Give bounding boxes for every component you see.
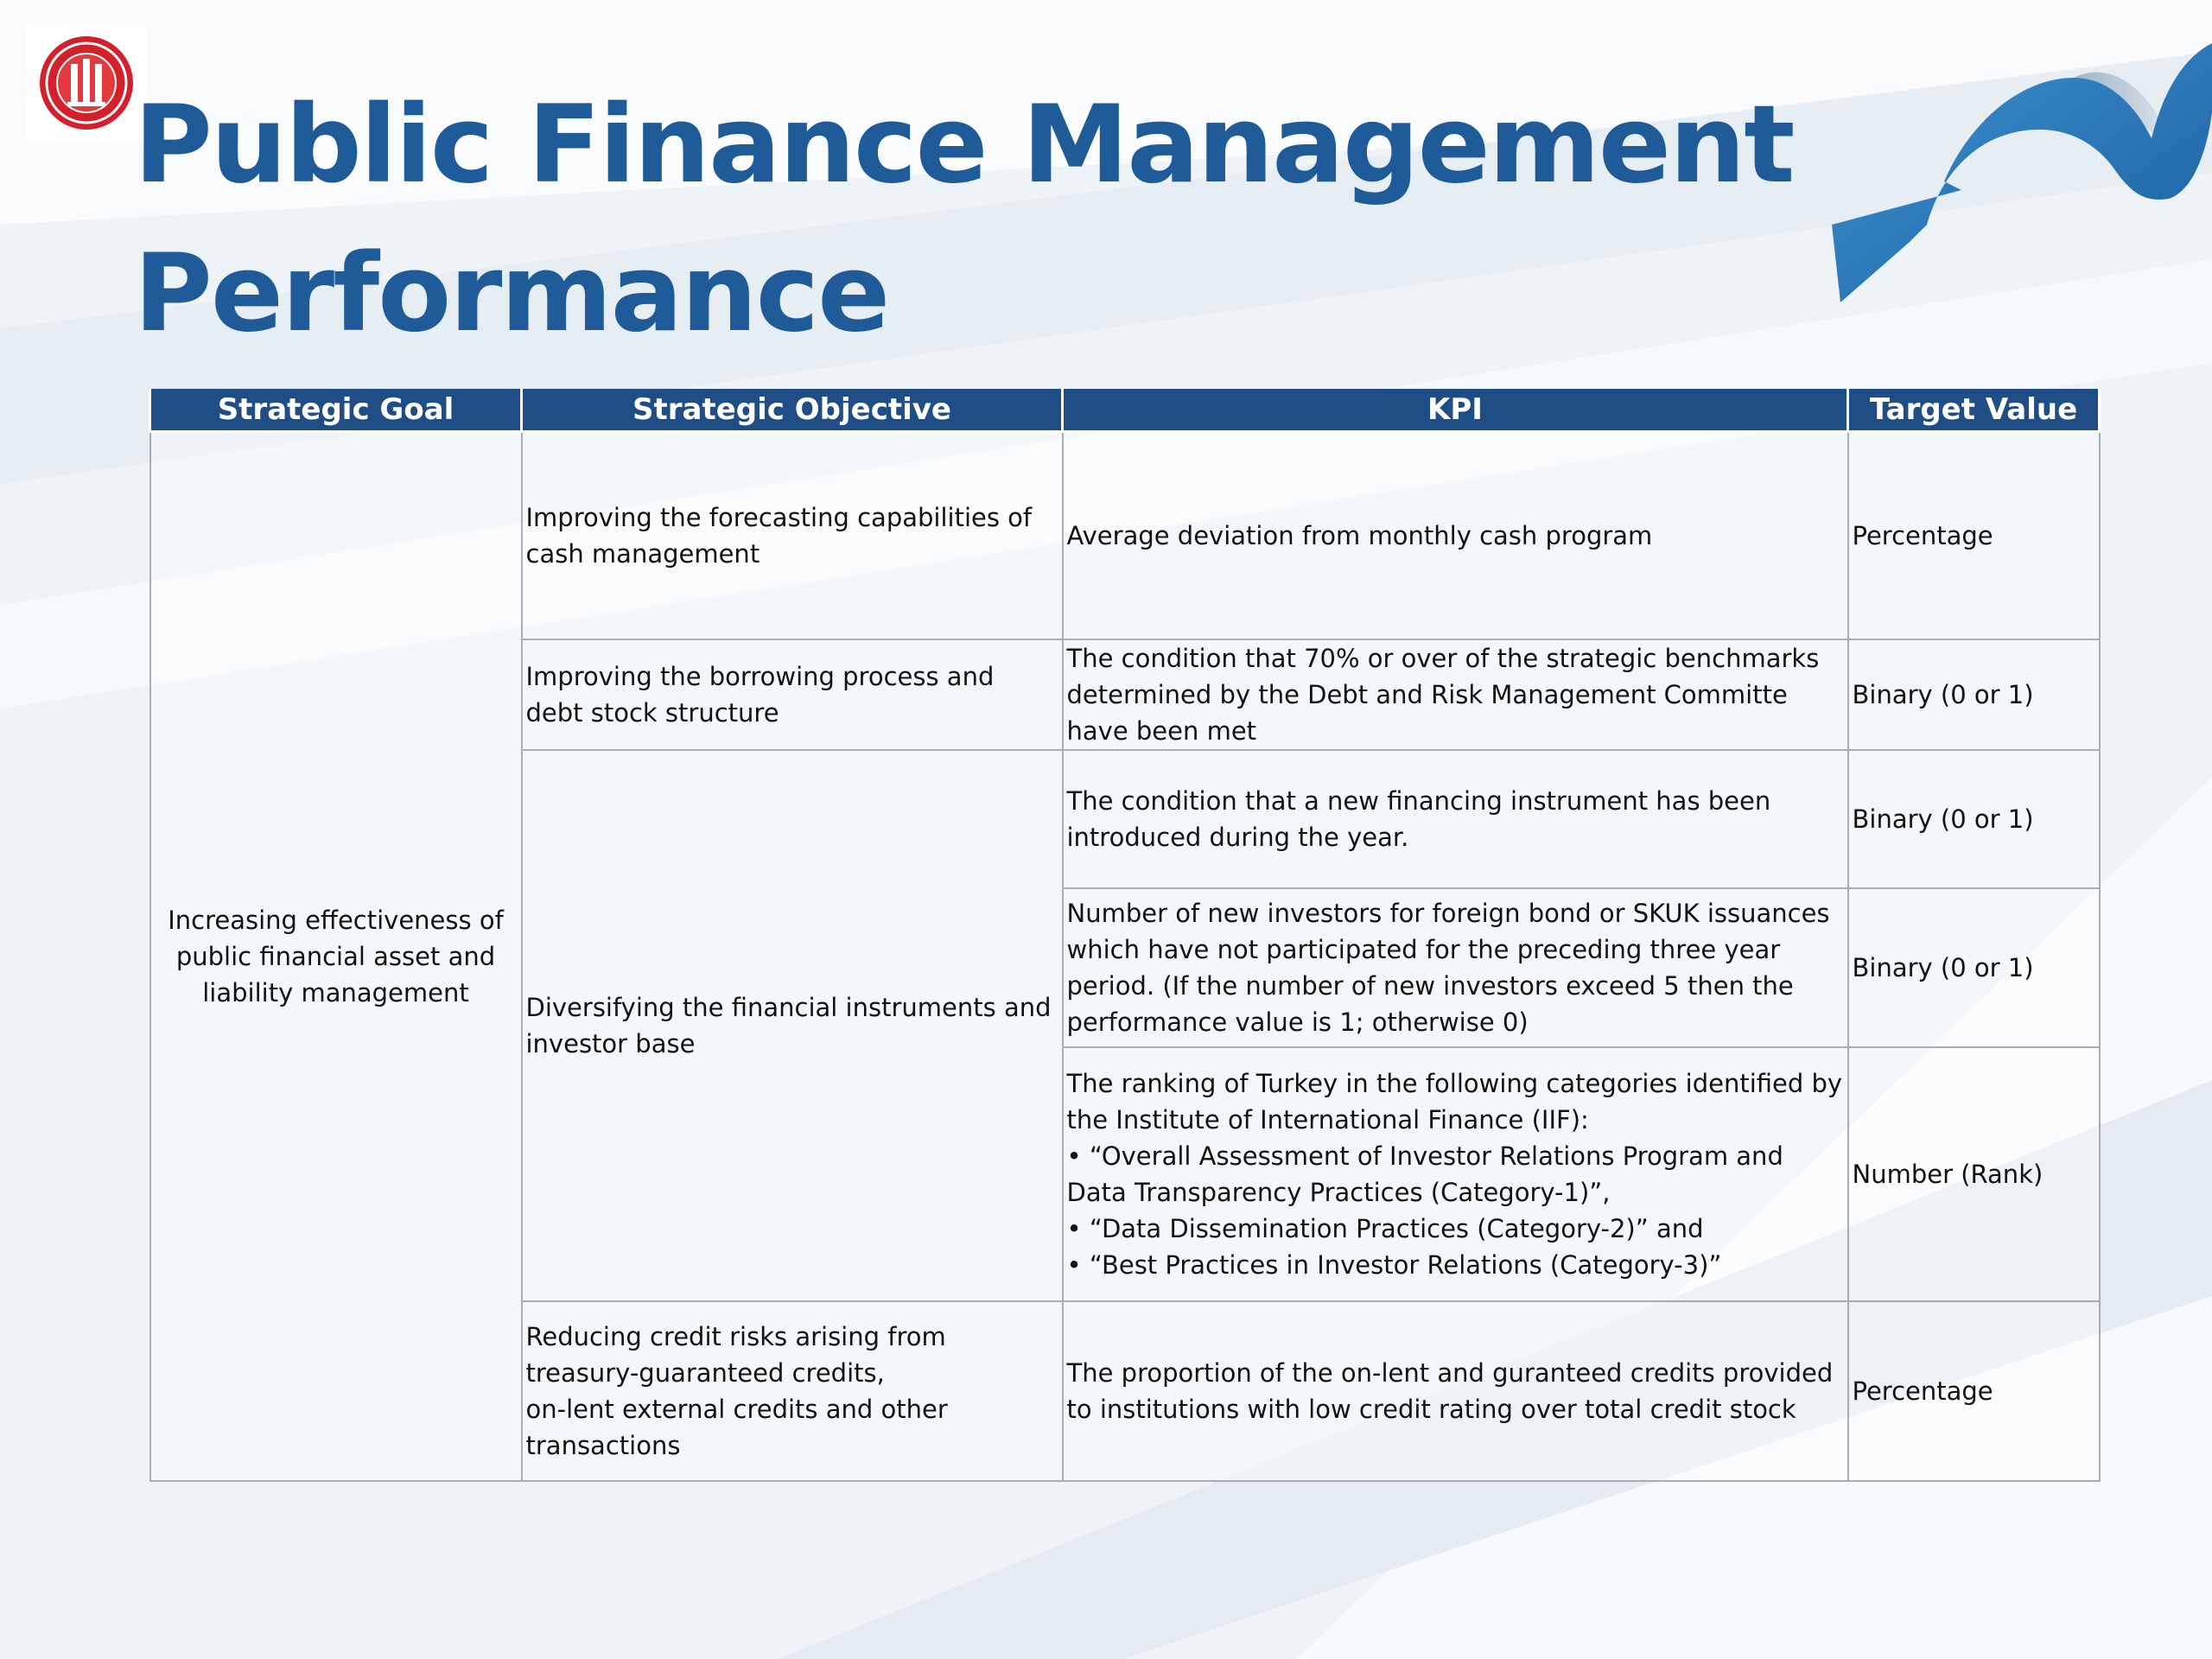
kpi-table: [149, 389, 2101, 1482]
target-cell: Percentage: [1848, 432, 2100, 639]
target-cell: Binary (0 or 1): [1848, 639, 2100, 750]
objective-cell: [522, 1301, 1063, 1481]
slide-title: [134, 71, 1794, 368]
strategic-goal-cell: Increasing effectiveness of public financial asset and liability management: [150, 432, 522, 1481]
header-kpi: KPI: [1063, 389, 1848, 432]
header-target-value: Target Value: [1848, 389, 2100, 432]
kpi-cell-iif: [1063, 1047, 1848, 1301]
target-cell: Percentage: [1848, 1301, 2100, 1481]
iif-item-1: • “Overall Assessment of Investor Relations Program and Data Transparency Practices (Category-1)”,: [1066, 1141, 1783, 1207]
objective-line-2: on-lent external credits and other transactions: [525, 1394, 948, 1460]
kpi-cell: The proportion of the on-lent and guranteed credits provided to institutions with low credit rating over total credit stock: [1063, 1301, 1848, 1481]
target-cell: Number (Rank): [1848, 1047, 2100, 1301]
kpi-cell: The condition that a new financing instrument has been introduced during the year.: [1063, 750, 1848, 888]
title-line-2: Performance: [134, 232, 889, 356]
header-strategic-goal: Strategic Goal: [150, 389, 522, 432]
target-cell: Binary (0 or 1): [1848, 888, 2100, 1047]
objective-cell: Improving the borrowing process and debt stock structure: [522, 639, 1063, 750]
kpi-cell: Average deviation from monthly cash program: [1063, 432, 1848, 639]
objective-cell: Improving the forecasting capabilities of cash management: [522, 432, 1063, 639]
header-strategic-objective: Strategic Objective: [522, 389, 1063, 432]
curved-arrow-icon: [1815, 26, 2212, 311]
kpi-cell: Number of new investors for foreign bond or SKUK issuances which have not participated for the preceding three year period. (If the number of new investors exceed 5 then the performance value is 1; otherwise 0): [1063, 888, 1848, 1047]
target-cell: Binary (0 or 1): [1848, 750, 2100, 888]
table-row: [150, 432, 2100, 639]
table-header-row: [150, 389, 2100, 432]
title-line-1: Public Finance Management: [134, 83, 1794, 207]
objective-line-1: Reducing credit risks arising from treasury-guaranteed credits,: [525, 1321, 946, 1388]
iif-intro: The ranking of Turkey in the following categories identified by the Institute of International Finance (IIF):: [1066, 1068, 1843, 1135]
kpi-cell: The condition that 70% or over of the strategic benchmarks determined by the Debt and Risk Management Committe have been met: [1063, 639, 1848, 750]
institution-logo-icon: [33, 33, 140, 133]
logo-container: [26, 24, 147, 142]
iif-item-2: • “Data Dissemination Practices (Category-2)” and: [1066, 1213, 1704, 1243]
iif-item-3: • “Best Practices in Investor Relations (Category-3)”: [1066, 1249, 1722, 1280]
objective-cell: Diversifying the financial instruments and investor base: [522, 750, 1063, 1301]
